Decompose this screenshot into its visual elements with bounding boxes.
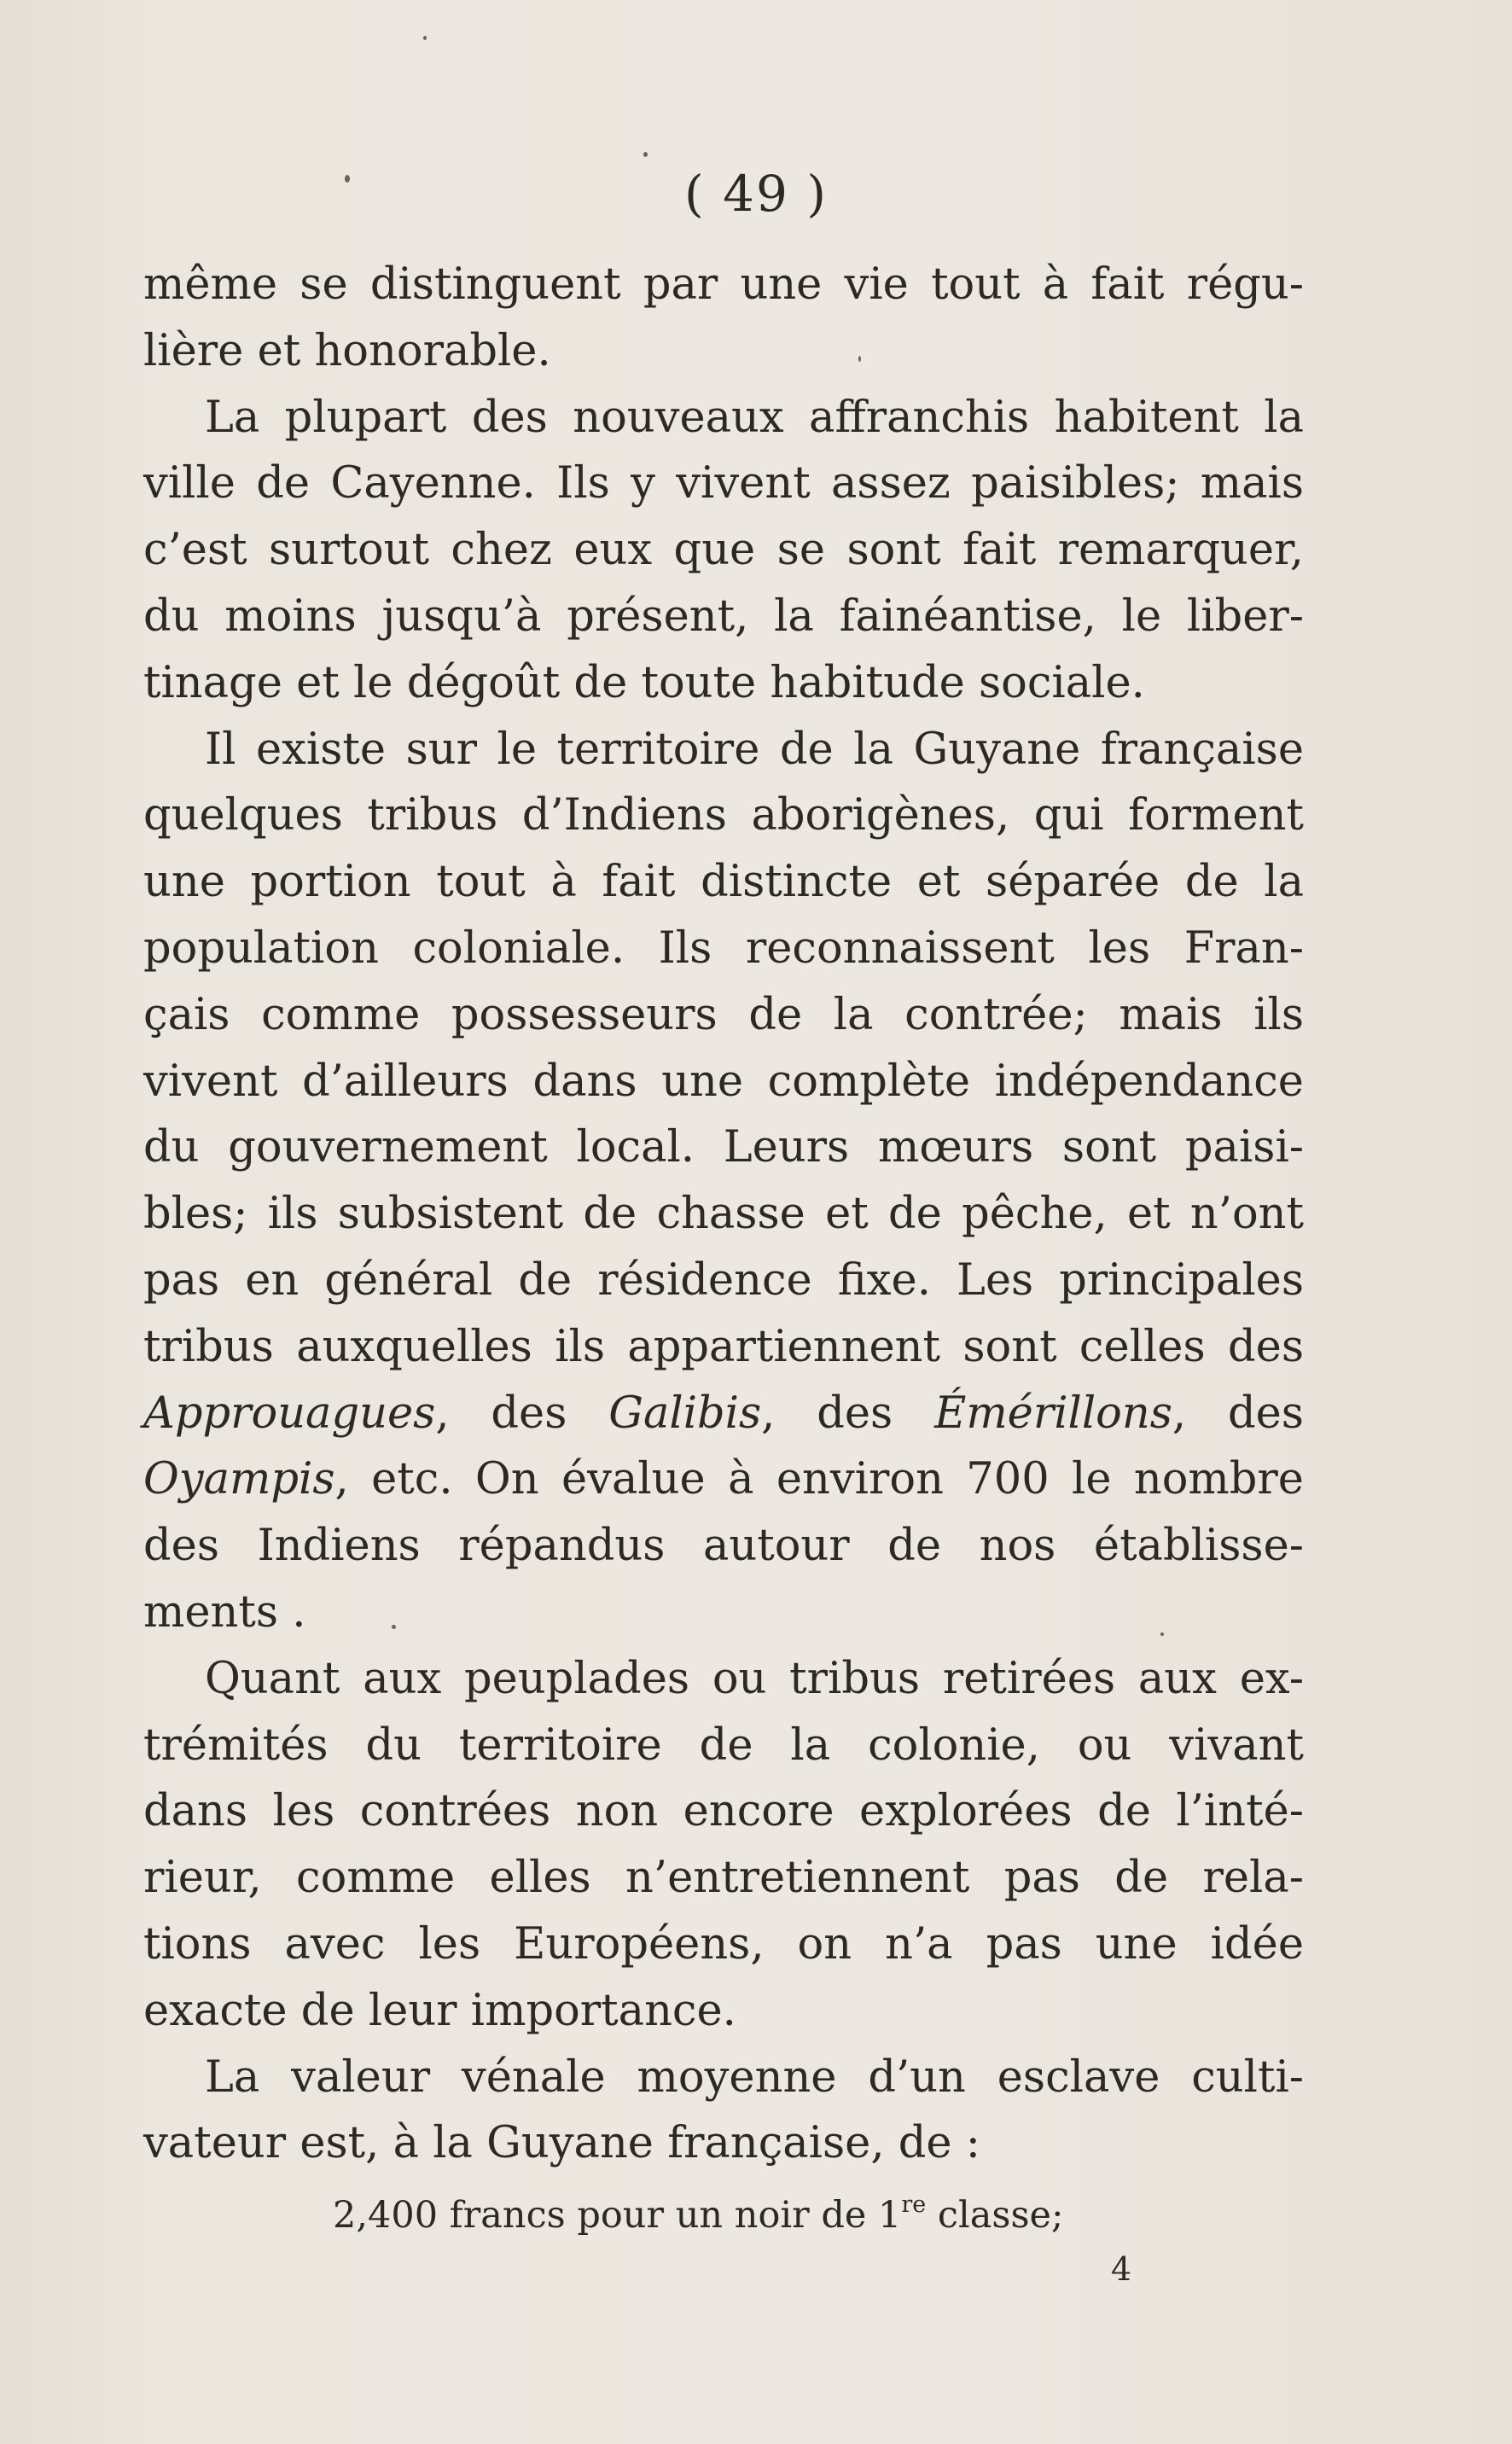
body-text bbox=[143, 252, 1304, 2177]
text-line: vateur est, à la Guyane française, de : bbox=[143, 2118, 980, 2169]
text-line: même se distinguent par une vie tout à fait régu- bbox=[143, 259, 1304, 310]
class-superscript: re bbox=[901, 2191, 927, 2218]
tribe-name-oyampis: Oyampis bbox=[143, 1454, 335, 1505]
text-line: lière et honorable. bbox=[143, 325, 551, 376]
text-line: tions avec les Européens, on n’a pas une idée bbox=[143, 1918, 1304, 1970]
text-line: ville de Cayenne. Ils y vivent assez paisibles; mais bbox=[143, 458, 1304, 509]
text-line: tinage et le dégoût de toute habitude sociale. bbox=[143, 657, 1145, 708]
ink-speck bbox=[1160, 1632, 1164, 1636]
text-fragment: , des bbox=[1172, 1388, 1304, 1439]
price-line bbox=[333, 2190, 1063, 2241]
text-fragment: , etc. On évalue à environ 700 le nombre bbox=[334, 1454, 1304, 1505]
text-line: rieur, comme elles n’entretiennent pas de rela- bbox=[143, 1853, 1304, 1904]
tribe-name-approuagues: Approuagues bbox=[143, 1388, 436, 1439]
text-line: une portion tout à fait distincte et séparée de la bbox=[143, 857, 1304, 908]
text-line: des Indiens répandus autour de nos établisse- bbox=[143, 1521, 1304, 1572]
text-line: vivent d’ailleurs dans une complète indépendance bbox=[143, 1056, 1304, 1107]
text-line: pas en général de résidence fixe. Les principales bbox=[143, 1254, 1304, 1306]
text-line: c’est surtout chez eux que se sont fait remarquer, bbox=[143, 525, 1304, 576]
ink-speck bbox=[345, 175, 350, 183]
text-fragment: , des bbox=[435, 1388, 609, 1439]
text-line: quelques tribus d’Indiens aborigènes, qui forment bbox=[143, 790, 1304, 841]
text-line-tribes bbox=[143, 1381, 1304, 1447]
text-line: dans les contrées non encore explorées de l’inté- bbox=[143, 1786, 1304, 1837]
text-line: population coloniale. Ils reconnaissent les Fran- bbox=[143, 922, 1304, 974]
ink-speck bbox=[643, 152, 648, 157]
ink-speck bbox=[392, 1625, 396, 1629]
text-line-oyampis bbox=[143, 1446, 1304, 1513]
tribe-name-emerillons: Émérillons bbox=[934, 1388, 1172, 1439]
page-number: ( 49 ) bbox=[684, 165, 828, 223]
text-line: trémités du territoire de la colonie, ou vivant bbox=[143, 1720, 1304, 1771]
text-line: du gouvernement local. Leurs mœurs sont paisi- bbox=[143, 1122, 1304, 1173]
signature-mark: 4 bbox=[1111, 2250, 1132, 2288]
text-line: Il existe sur le territoire de la Guyane française bbox=[205, 724, 1304, 775]
tribe-name-galibis: Galibis bbox=[608, 1388, 762, 1439]
text-line: çais comme possesseurs de la contrée; mais ils bbox=[143, 989, 1304, 1040]
price-text: francs pour un noir de 1 bbox=[438, 2194, 902, 2237]
price-suffix: classe; bbox=[926, 2194, 1064, 2237]
text-line: ments . bbox=[143, 1586, 306, 1638]
text-line: tribus auxquelles ils appartiennent sont celles des bbox=[143, 1321, 1304, 1372]
price-amount: 2,400 bbox=[333, 2194, 439, 2237]
ink-speck bbox=[423, 36, 427, 40]
text-line: bles; ils subsistent de chasse et de pêche, et n’ont bbox=[143, 1189, 1304, 1240]
text-line: Quant aux peuplades ou tribus retirées aux ex- bbox=[205, 1653, 1304, 1704]
text-line: La valeur vénale moyenne d’un esclave culti- bbox=[205, 2051, 1304, 2103]
text-line: du moins jusqu’à présent, la fainéantise, le liber- bbox=[143, 591, 1304, 642]
text-line: La plupart des nouveaux affranchis habitent la bbox=[205, 392, 1304, 443]
text-line: exacte de leur importance. bbox=[143, 1985, 736, 2036]
ink-speck bbox=[858, 356, 861, 362]
text-fragment: , des bbox=[761, 1388, 935, 1439]
